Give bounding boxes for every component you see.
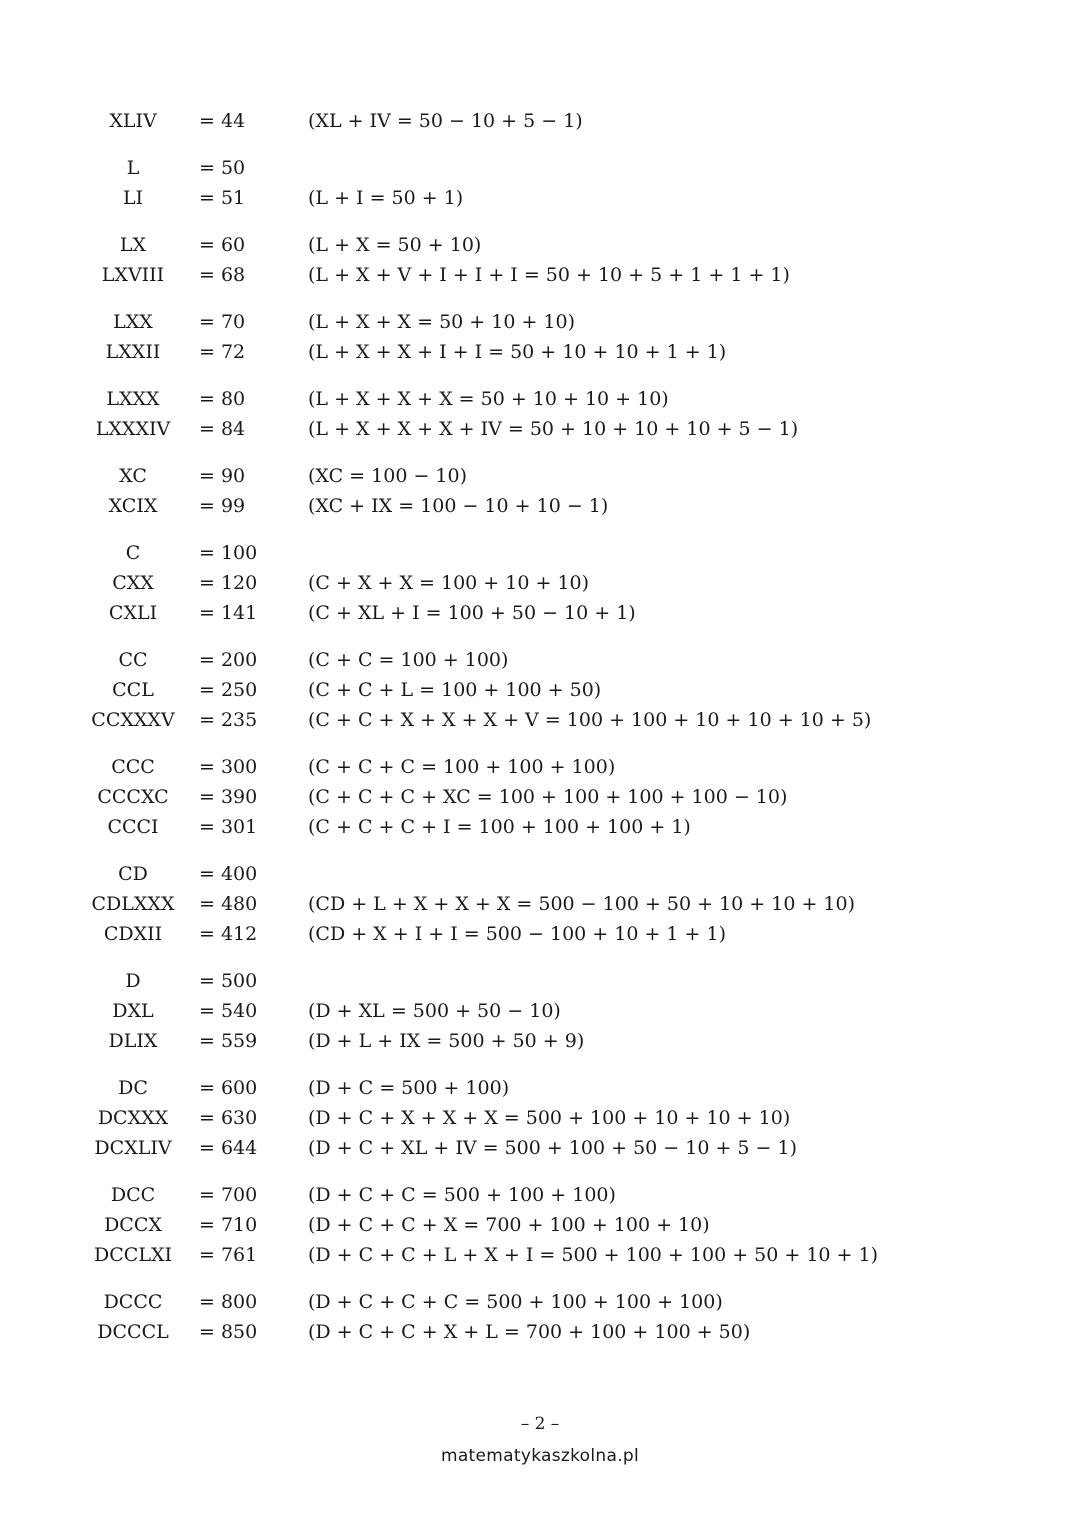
- numeral-row: [0, 1210, 1080, 1240]
- numeral-explanation: (C + C + L = 100 + 100 + 50): [308, 679, 602, 701]
- numeral-row: [0, 307, 1080, 337]
- numeral-group: [0, 1073, 1080, 1163]
- numeral-row: [0, 337, 1080, 367]
- numeral-value: = 630: [199, 1107, 258, 1129]
- numeral-explanation: (C + C + X + X + X + V = 100 + 100 + 10 + 10 + 10 + 5): [308, 709, 872, 731]
- numeral-explanation: (L + X + X = 50 + 10 + 10): [308, 311, 576, 333]
- numeral-explanation: (C + C + C = 100 + 100 + 100): [308, 756, 616, 778]
- site-footer: matematykaszkolna.pl: [440, 1446, 640, 1466]
- numeral-value: = 250: [199, 679, 258, 701]
- roman-numeral: LXXXIV: [95, 418, 171, 440]
- roman-numeral: LI: [122, 187, 144, 209]
- numeral-explanation: (D + C + C = 500 + 100 + 100): [308, 1184, 616, 1206]
- numeral-explanation: (D + C + XL + IV = 500 + 100 + 50 − 10 + 5 − 1): [308, 1137, 798, 1159]
- page-number: – 2 –: [520, 1414, 560, 1434]
- roman-numeral: CXLI: [108, 602, 158, 624]
- numeral-row: [0, 568, 1080, 598]
- numeral-row: [0, 1133, 1080, 1163]
- numeral-row: [0, 1317, 1080, 1347]
- numeral-value: = 99: [199, 495, 246, 517]
- numeral-row: [0, 1287, 1080, 1317]
- numeral-explanation: (CD + X + I + I = 500 − 100 + 10 + 1 + 1): [308, 923, 727, 945]
- numeral-row: [0, 230, 1080, 260]
- roman-numeral: CDXII: [103, 923, 163, 945]
- numeral-row: [0, 461, 1080, 491]
- numeral-explanation: (L + X + V + I + I + I = 50 + 10 + 5 + 1 + 1 + 1): [308, 264, 790, 286]
- numeral-value: = 644: [199, 1137, 258, 1159]
- roman-numeral: L: [126, 157, 140, 179]
- numeral-value: = 50: [199, 157, 246, 179]
- numeral-value: = 540: [199, 1000, 258, 1022]
- numeral-row: [0, 705, 1080, 735]
- numeral-explanation: (L + X + X + X + IV = 50 + 10 + 10 + 10 + 5 − 1): [308, 418, 799, 440]
- numeral-value: = 235: [199, 709, 258, 731]
- numeral-value: = 480: [199, 893, 258, 915]
- numeral-row: [0, 106, 1080, 136]
- numeral-row: [0, 153, 1080, 183]
- numeral-group: [0, 106, 1080, 136]
- numeral-explanation: (L + X + X + I + I = 50 + 10 + 10 + 1 + 1): [308, 341, 727, 363]
- numeral-row: [0, 752, 1080, 782]
- roman-numeral: CCCXC: [97, 786, 169, 808]
- numeral-row: [0, 1103, 1080, 1133]
- numeral-value: = 120: [199, 572, 258, 594]
- numeral-row: [0, 384, 1080, 414]
- numeral-row: [0, 1240, 1080, 1270]
- roman-numeral: CCCI: [107, 816, 159, 838]
- roman-numeral: DC: [118, 1077, 148, 1099]
- numeral-group: [0, 538, 1080, 628]
- numeral-value: = 400: [199, 863, 258, 885]
- numeral-explanation: (D + C = 500 + 100): [308, 1077, 510, 1099]
- numeral-row: [0, 538, 1080, 568]
- roman-numeral: DCCC: [103, 1291, 163, 1313]
- roman-numeral: LXVIII: [101, 264, 165, 286]
- numeral-value: = 710: [199, 1214, 258, 1236]
- numeral-explanation: (L + X + X + X = 50 + 10 + 10 + 10): [308, 388, 669, 410]
- numeral-group: [0, 461, 1080, 521]
- roman-numeral: DCC: [110, 1184, 156, 1206]
- roman-numeral: CCL: [112, 679, 154, 701]
- roman-numeral: CD: [118, 863, 148, 885]
- numeral-value: = 51: [199, 187, 246, 209]
- roman-numeral: XC: [119, 465, 147, 487]
- numeral-explanation: (L + X = 50 + 10): [308, 234, 482, 256]
- numeral-value: = 200: [199, 649, 258, 671]
- roman-numeral: LX: [119, 234, 147, 256]
- roman-numeral: D: [125, 970, 141, 992]
- numeral-group: [0, 307, 1080, 367]
- numeral-group: [0, 645, 1080, 735]
- numeral-explanation: (D + C + C + L + X + I = 500 + 100 + 100 + 50 + 10 + 1): [308, 1244, 879, 1266]
- numeral-value: = 84: [199, 418, 246, 440]
- numeral-value: = 559: [199, 1030, 258, 1052]
- numeral-value: = 761: [199, 1244, 258, 1266]
- numeral-value: = 80: [199, 388, 246, 410]
- roman-numeral: C: [125, 542, 141, 564]
- roman-numeral-table: [0, 106, 1080, 1364]
- roman-numeral: DCXXX: [97, 1107, 169, 1129]
- numeral-group: [0, 384, 1080, 444]
- numeral-row: [0, 1180, 1080, 1210]
- numeral-explanation: (D + C + C + X = 700 + 100 + 100 + 10): [308, 1214, 710, 1236]
- numeral-row: [0, 782, 1080, 812]
- roman-numeral: DCCCL: [97, 1321, 169, 1343]
- roman-numeral: LXX: [113, 311, 153, 333]
- roman-numeral: DCXLIV: [94, 1137, 172, 1159]
- numeral-explanation: (CD + L + X + X + X = 500 − 100 + 50 + 10 + 10 + 10): [308, 893, 856, 915]
- numeral-explanation: (D + C + C + C = 500 + 100 + 100 + 100): [308, 1291, 723, 1313]
- numeral-group: [0, 859, 1080, 949]
- numeral-value: = 300: [199, 756, 258, 778]
- numeral-group: [0, 1287, 1080, 1347]
- numeral-value: = 44: [199, 110, 246, 132]
- numeral-row: [0, 675, 1080, 705]
- numeral-group: [0, 752, 1080, 842]
- roman-numeral: DLIX: [108, 1030, 158, 1052]
- numeral-row: [0, 996, 1080, 1026]
- numeral-explanation: (D + C + X + X + X = 500 + 100 + 10 + 10 + 10): [308, 1107, 791, 1129]
- numeral-value: = 390: [199, 786, 258, 808]
- numeral-value: = 70: [199, 311, 246, 333]
- roman-numeral: LXXX: [106, 388, 160, 410]
- numeral-value: = 68: [199, 264, 246, 286]
- numeral-value: = 700: [199, 1184, 258, 1206]
- numeral-row: [0, 812, 1080, 842]
- numeral-row: [0, 966, 1080, 996]
- roman-numeral: LXXII: [105, 341, 161, 363]
- numeral-value: = 141: [199, 602, 258, 624]
- roman-numeral: XLIV: [109, 110, 157, 132]
- roman-numeral: CC: [118, 649, 148, 671]
- numeral-value: = 60: [199, 234, 246, 256]
- numeral-explanation: (C + X + X = 100 + 10 + 10): [308, 572, 590, 594]
- numeral-group: [0, 230, 1080, 290]
- numeral-row: [0, 889, 1080, 919]
- numeral-explanation: (C + C + C + XC = 100 + 100 + 100 + 100 − 10): [308, 786, 788, 808]
- numeral-value: = 600: [199, 1077, 258, 1099]
- numeral-explanation: (XC + IX = 100 − 10 + 10 − 1): [308, 495, 609, 517]
- numeral-row: [0, 598, 1080, 628]
- numeral-row: [0, 1073, 1080, 1103]
- numeral-row: [0, 859, 1080, 889]
- numeral-row: [0, 919, 1080, 949]
- numeral-row: [0, 183, 1080, 213]
- numeral-row: [0, 491, 1080, 521]
- numeral-explanation: (C + C = 100 + 100): [308, 649, 509, 671]
- numeral-value: = 72: [199, 341, 246, 363]
- roman-numeral: CDLXXX: [91, 893, 175, 915]
- roman-numeral: DXL: [112, 1000, 154, 1022]
- numeral-value: = 850: [199, 1321, 258, 1343]
- numeral-value: = 90: [199, 465, 246, 487]
- numeral-row: [0, 1026, 1080, 1056]
- numeral-value: = 100: [199, 542, 258, 564]
- numeral-row: [0, 260, 1080, 290]
- numeral-explanation: (L + I = 50 + 1): [308, 187, 464, 209]
- numeral-explanation: (XC = 100 − 10): [308, 465, 467, 487]
- numeral-explanation: (D + C + C + X + L = 700 + 100 + 100 + 50): [308, 1321, 751, 1343]
- numeral-explanation: (C + C + C + I = 100 + 100 + 100 + 1): [308, 816, 691, 838]
- roman-numeral: CXX: [112, 572, 154, 594]
- numeral-group: [0, 966, 1080, 1056]
- roman-numeral: CCXXXV: [91, 709, 175, 731]
- numeral-value: = 500: [199, 970, 258, 992]
- roman-numeral: CCC: [111, 756, 155, 778]
- numeral-group: [0, 1180, 1080, 1270]
- numeral-explanation: (D + XL = 500 + 50 − 10): [308, 1000, 561, 1022]
- numeral-explanation: (D + L + IX = 500 + 50 + 9): [308, 1030, 585, 1052]
- numeral-row: [0, 414, 1080, 444]
- numeral-explanation: (XL + IV = 50 − 10 + 5 − 1): [308, 110, 583, 132]
- numeral-explanation: (C + XL + I = 100 + 50 − 10 + 1): [308, 602, 636, 624]
- numeral-group: [0, 153, 1080, 213]
- roman-numeral: DCCX: [104, 1214, 162, 1236]
- numeral-value: = 412: [199, 923, 258, 945]
- numeral-value: = 800: [199, 1291, 258, 1313]
- numeral-value: = 301: [199, 816, 258, 838]
- roman-numeral: DCCLXI: [94, 1244, 172, 1266]
- roman-numeral: XCIX: [108, 495, 158, 517]
- numeral-row: [0, 645, 1080, 675]
